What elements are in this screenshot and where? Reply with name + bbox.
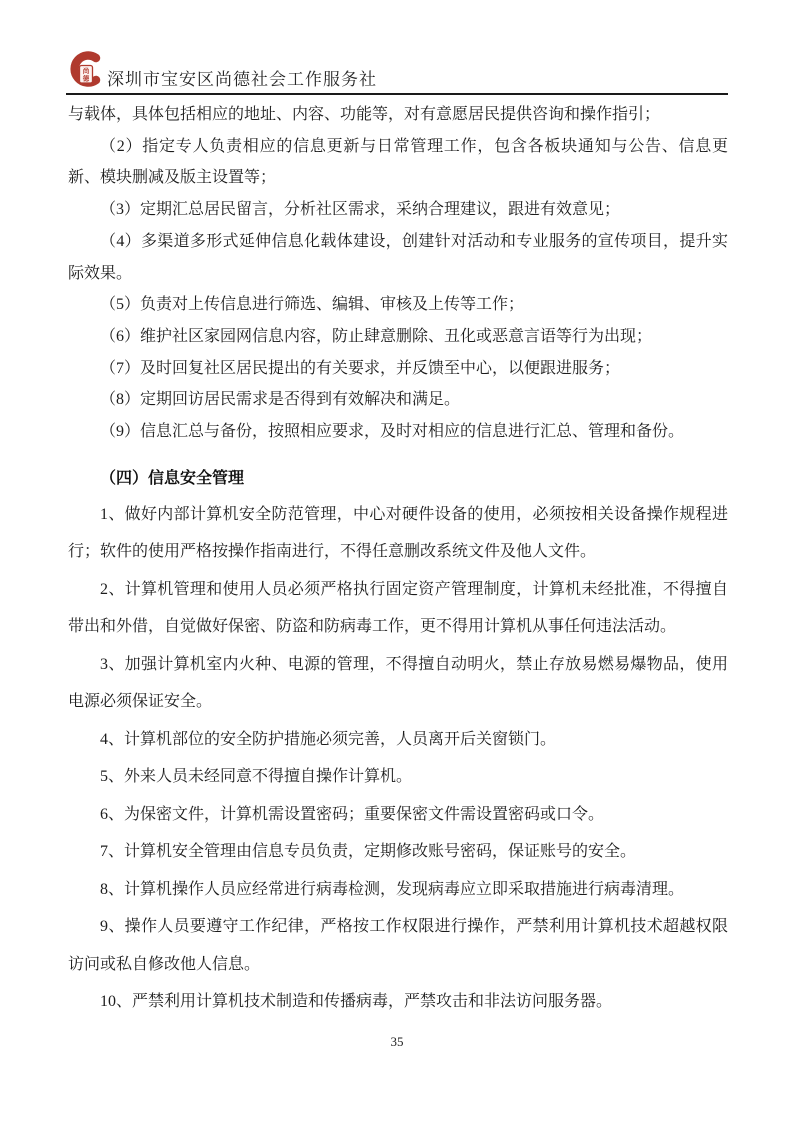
svg-text:尚 [83, 66, 90, 75]
paragraph-rule-5: 5、外来人员未经同意不得擅自操作计算机。 [100, 768, 413, 786]
paragraph-rule-10: 10、严禁利用计算机技术制造和传播病毒，严禁攻击和非法访问服务器。 [100, 993, 613, 1011]
paragraph-item-6: （6）维护社区家园网信息内容，防止肆意删除、丑化或恶意言语等行为出现； [100, 327, 653, 345]
paragraph-item-8: （8）定期回访居民需求是否得到有效解决和满足。 [100, 391, 461, 409]
section-heading-info-security: （四）信息安全管理 [100, 469, 245, 487]
paragraph-rule-9: 9、操作人员要遵守工作纪律，严格按工作权限进行操作，严禁利用计算机技术超越权限访问或私自修改他人信息。 [68, 918, 728, 973]
paragraph-item-2: （2）指定专人负责相应的信息更新与日常管理工作，包含各板块通知与公告、信息更新、模块删减及版主设置等； [68, 137, 728, 187]
paragraph-rule-8: 8、计算机操作人员应经常进行病毒检测，发现病毒应立即采取措施进行病毒清理。 [100, 880, 685, 898]
page-header [66, 0, 728, 95]
paragraph-item-9: （9）信息汇总与备份，按照相应要求，及时对相应的信息进行汇总、管理和备份。 [100, 423, 685, 441]
document-body [68, 99, 728, 1021]
paragraph-rule-4: 4、计算机部位的安全防护措施必须完善，人员离开后关窗锁门。 [100, 730, 557, 748]
svg-text:德 [83, 74, 90, 83]
paragraph-item-3: （3）定期汇总居民留言，分析社区需求，采纳合理建议，跟进有效意见； [100, 201, 621, 219]
paragraph-rule-6: 6、为保密文件，计算机需设置密码；重要保密文件需设置密码或口令。 [100, 805, 605, 823]
org-name: 深圳市宝安区尚德社会工作服务社 [107, 70, 377, 89]
logo-seal-char-top: 尚 [82, 68, 90, 75]
paragraph-continuation: 与载体，具体包括相应的地址、内容、功能等，对有意愿居民提供咨询和操作指引； [68, 106, 661, 123]
paragraph-rule-7: 7、计算机安全管理由信息专员负责，定期修改账号密码，保证账号的安全。 [100, 843, 637, 861]
paragraph-item-5: （5）负责对上传信息进行筛选、编辑、审核及上传等工作； [100, 296, 525, 314]
org-logo-icon [66, 45, 106, 97]
paragraph-rule-3: 3、加强计算机室内火种、电源的管理，不得擅自动明火，禁止存放易燃易爆物品，使用电源必须保证安全。 [68, 655, 728, 711]
paragraph-rule-2: 2、计算机管理和使用人员必须严格执行固定资产管理制度，计算机未经批准，不得擅自带出和外借，自觉做好保密、防盗和防病毒工作，更不得用计算机从事任何违法活动。 [68, 580, 728, 636]
paragraph-rule-1: 1、做好内部计算机安全防范管理，中心对硬件设备的使用，必须按相关设备操作规程进行；软件的使用严格按操作指南进行，不得任意删改系统文件及他人文件。 [68, 505, 728, 561]
logo-seal-char-bottom: 德 [82, 75, 90, 83]
paragraph-item-7: （7）及时回复社区居民提出的有关要求，并反馈至中心，以便跟进服务； [100, 359, 621, 377]
page-number: 35 [390, 1034, 404, 1049]
paragraph-item-4: （4）多渠道多形式延伸信息化载体建设，创建针对活动和专业服务的宣传项目，提升实际效果。 [68, 232, 728, 282]
